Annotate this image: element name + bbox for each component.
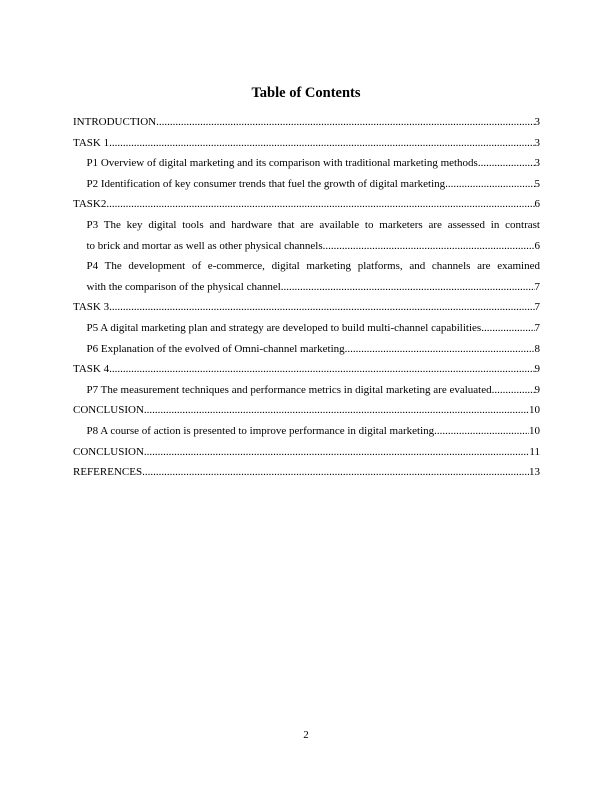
toc-entry-task-2[interactable] xyxy=(73,194,540,215)
toc-entry-p8[interactable] xyxy=(73,421,540,442)
toc-entry-page: 7 xyxy=(534,280,540,293)
toc-leader-dots xyxy=(144,442,530,463)
toc-leader-dots xyxy=(156,112,534,133)
toc-entry-task-4[interactable] xyxy=(73,359,540,380)
toc-entry-text: INTRODUCTION xyxy=(73,116,157,128)
toc-leader-dots xyxy=(481,318,534,339)
toc-entry-text-line1: P3 The key digital tools and hardware that are available to marketers are assessed in contrast xyxy=(86,218,540,231)
toc-title: Table of Contents xyxy=(251,85,361,101)
toc-entry-conclusion[interactable] xyxy=(73,400,540,421)
toc-entry-page: 9 xyxy=(534,363,540,376)
toc-entry-text: CONCLUSION xyxy=(73,404,144,417)
toc-leader-dots xyxy=(445,174,534,195)
toc-leader-dots xyxy=(109,359,534,380)
toc-entry-p7[interactable] xyxy=(73,380,540,401)
toc-entry-text: REFERENCES xyxy=(73,466,143,479)
toc-entry-text: P5 A digital marketing plan and strategy are developed to build multi-channel capabilities xyxy=(86,321,482,334)
toc-entry-p2[interactable] xyxy=(73,174,540,195)
toc-entry-task-1[interactable] xyxy=(73,133,540,154)
toc-entry-text: TASK 1 xyxy=(73,136,110,149)
page-number: 2 xyxy=(303,729,309,741)
toc-entry-page: 5 xyxy=(534,177,540,190)
toc-entry-page: 8 xyxy=(534,342,540,355)
toc-entry-references[interactable] xyxy=(73,462,540,483)
toc-entry-page: 11 xyxy=(529,445,540,458)
toc-entry-conclusion-2[interactable] xyxy=(73,442,540,463)
toc-leader-dots xyxy=(281,277,535,298)
toc-entry-p5[interactable] xyxy=(73,318,540,339)
toc-entry-text: TASK2 xyxy=(73,198,107,211)
toc-entry-p6[interactable] xyxy=(73,339,540,360)
toc-entry-text: P2 Identification of key consumer trends that fuel the growth of digital marketing xyxy=(86,177,446,190)
toc-entry-page: 3 xyxy=(534,116,540,128)
toc-entry-p1[interactable] xyxy=(73,153,540,174)
toc-leader-dots xyxy=(434,421,529,442)
toc-entry-page: 10 xyxy=(529,424,540,437)
toc-leader-dots xyxy=(109,297,534,318)
toc-entry-page: 10 xyxy=(529,404,540,417)
toc-entry-page: 7 xyxy=(534,321,540,334)
table-of-contents xyxy=(73,112,540,483)
toc-leader-dots xyxy=(345,339,535,360)
toc-entry-text: P8 A course of action is presented to improve performance in digital marketing xyxy=(86,424,435,437)
toc-entry-task-3[interactable] xyxy=(73,297,540,318)
toc-entry-introduction[interactable] xyxy=(73,112,540,133)
toc-leader-dots xyxy=(142,462,529,483)
toc-entry-text: TASK 4 xyxy=(73,363,110,376)
toc-entry-text-line2: to brick and mortar as well as other physical channels xyxy=(86,239,323,252)
toc-entry-page: 3 xyxy=(534,136,540,149)
toc-entry-page: 7 xyxy=(534,301,540,314)
toc-entry-text: TASK 3 xyxy=(73,301,110,314)
toc-entry-text-line1: P4 The development of e-commerce, digital marketing platforms, and channels are examined xyxy=(86,260,540,273)
toc-leader-dots xyxy=(492,380,535,401)
toc-entry-page: 9 xyxy=(534,383,540,396)
toc-entry-page: 3 xyxy=(534,157,540,170)
toc-entry-p3[interactable] xyxy=(73,215,540,256)
toc-entry-text: P1 Overview of digital marketing and its comparison with traditional marketing methods xyxy=(86,157,478,170)
toc-leader-dots xyxy=(323,236,535,257)
toc-entry-text: P6 Explanation of the evolved of Omni-channel marketing xyxy=(86,342,345,355)
toc-entry-page: 13 xyxy=(529,466,540,479)
toc-entry-p4[interactable] xyxy=(73,256,540,297)
toc-leader-dots xyxy=(144,400,529,421)
toc-entry-page: 6 xyxy=(534,198,540,211)
toc-entry-text: CONCLUSION xyxy=(73,445,144,458)
toc-leader-dots xyxy=(478,153,535,174)
toc-leader-dots xyxy=(109,133,534,154)
toc-leader-dots xyxy=(106,194,534,215)
toc-entry-page: 6 xyxy=(534,239,540,252)
toc-entry-text-line2: with the comparison of the physical channel xyxy=(86,280,281,293)
toc-entry-text: P7 The measurement techniques and performance metrics in digital marketing are evaluated xyxy=(86,383,492,396)
